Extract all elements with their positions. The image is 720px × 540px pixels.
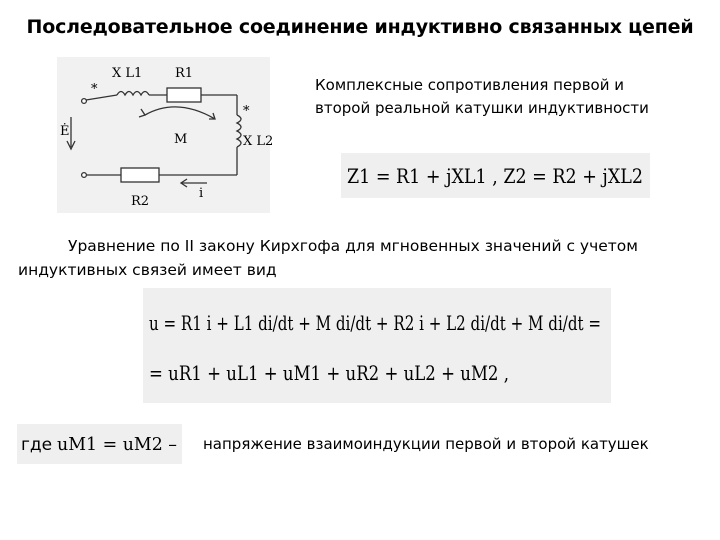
- label-star-right: *: [243, 104, 250, 119]
- mutual-coupling-arc: [145, 107, 215, 119]
- where-equation-text: uM1 = uM2 –: [57, 434, 177, 455]
- kirchhoff-equation-panel: [143, 288, 611, 403]
- kirchhoff-line-1: u = R1 i + L1 di/dt + M di/dt + R2 i + L2 di/dt + M di/dt =: [149, 311, 601, 335]
- resistor-r1: [167, 88, 201, 102]
- mutual-voltage-note: напряжение взаимоиндукции первой и второй катушек: [203, 435, 649, 453]
- terminal-top: [82, 99, 87, 104]
- circuit-diagram: [57, 57, 274, 213]
- label-r2: R2: [131, 194, 150, 209]
- terminal-bottom: [82, 173, 87, 178]
- label-r1: R1: [175, 66, 194, 81]
- impedance-equation-panel: [341, 153, 650, 198]
- page-title: Последовательное соединение индуктивно связанных цепей: [26, 16, 694, 38]
- resistor-r2: [121, 168, 159, 182]
- impedance-caption: [315, 74, 675, 120]
- label-xl2: X L2: [243, 134, 274, 149]
- where-word: где: [21, 435, 53, 455]
- inductor-l1: [117, 92, 149, 96]
- inductor-l2: [237, 115, 241, 147]
- label-mutual: M: [174, 132, 188, 147]
- where-equation: [17, 424, 182, 464]
- paragraph-line-1: Уравнение по II закону Кирхгофа для мгновенных значений с учетом: [68, 237, 638, 255]
- circuit-svg: [57, 57, 274, 213]
- impedance-equation: [341, 153, 650, 198]
- where-equation-panel: [17, 424, 182, 464]
- kirchhoff-paragraph: [18, 234, 698, 282]
- kirchhoff-equation: [143, 288, 611, 403]
- paragraph-line-2: индуктивных связей имеет вид: [18, 261, 277, 279]
- label-current: i: [199, 186, 204, 201]
- caption-line-2: второй реальной катушки индуктивности: [315, 99, 649, 117]
- label-xl1: X L1: [112, 66, 143, 81]
- caption-line-1: Комплексные сопротивления первой и: [315, 76, 624, 94]
- kirchhoff-line-2: = uR1 + uL1 + uM1 + uR2 + uL2 + uM2 ,: [149, 361, 509, 385]
- label-star-left: *: [91, 82, 98, 97]
- label-emf: Ė: [60, 124, 70, 139]
- impedance-equation-text: Z1 = R1 + jXL1 , Z2 = R2 + jXL2: [347, 164, 643, 188]
